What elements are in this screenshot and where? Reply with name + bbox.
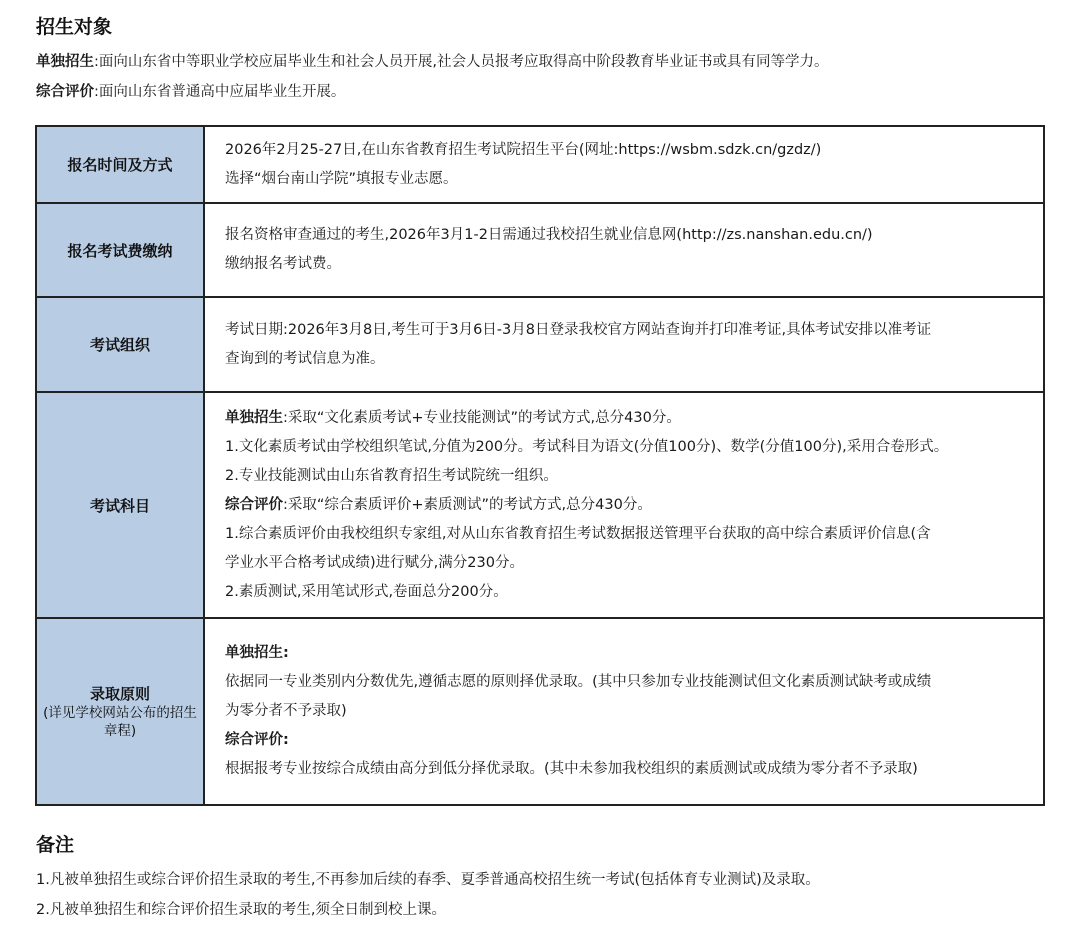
admission-single-line-a: 依据同一专业类别内分数优先,遵循志愿的原则择优录取。(其中只参加专业技能测试但文化素质测试缺考或成绩 (225, 674, 932, 690)
target-single-line (36, 52, 829, 72)
enrollment-table (35, 125, 1045, 806)
admission-single-label-line (225, 639, 1033, 668)
row-content-admission (204, 618, 1044, 805)
subjects-single-item-2: 2.专业技能测试由山东省教育招生考试院统一组织。 (225, 467, 558, 484)
organization-line-1: 考试日期:2026年3月8日,考生可于3月6日-3月8日登录我校官方网站查询并打印准考证,具体考试安排以准考证 (225, 321, 932, 338)
row-header-registration: 报名时间及方式 (36, 126, 204, 203)
notes-item-1: 1.凡被单独招生或综合评价招生录取的考生,不再参加后续的春季、夏季普通高校招生统一考试(包括体育专业测试)及录取。 (36, 872, 820, 888)
subjects-comp-line (225, 491, 1033, 520)
admission-single-line-b: 为零分者不予录取) (225, 703, 347, 719)
admission-header-note: (详见学校网站公布的招生章程) (43, 705, 197, 739)
registration-line-1: 2026年2月25-27日,在山东省教育招生考试院招生平台(网址:https://wsbm.sdzk.cn/gzdz/) (225, 141, 822, 158)
table-row-registration (36, 126, 1044, 203)
fee-line-2: 缴纳报名考试费。 (225, 256, 341, 272)
row-content-organization (204, 297, 1044, 392)
admission-comp-label: 综合评价: (225, 732, 289, 748)
table-row-fee (36, 203, 1044, 297)
subjects-comp-item-1b: 学业水平合格考试成绩)进行赋分,满分230分。 (225, 554, 524, 571)
subjects-single-label: 单独招生 (225, 409, 283, 426)
subjects-single-item-1: 1.文化素质考试由学校组织笔试,分值为200分。考试科目为语文(分值100分)、数学(分值100分),采用合卷形式。 (225, 438, 949, 455)
subjects-comp-label: 综合评价 (225, 496, 283, 513)
target-comprehensive-label: 综合评价 (36, 84, 94, 100)
admission-comp-line-a: 根据报考专业按综合成绩由高分到低分择优录取。(其中未参加我校组织的素质测试或成绩为零分者不予录取) (225, 761, 918, 777)
table-row-admission (36, 618, 1044, 805)
row-header-admission (36, 618, 204, 805)
target-comprehensive-text: :面向山东省普通高中应届毕业生开展。 (94, 84, 346, 100)
subjects-comp-item-1a: 1.综合素质评价由我校组织专家组,对从山东省教育招生考试数据报送管理平台获取的高中综合素质评价信息(含 (225, 525, 931, 542)
admission-comp-label-line (225, 726, 1033, 755)
subjects-comp-item-2: 2.素质测试,采用笔试形式,卷面总分200分。 (225, 583, 508, 600)
organization-line-2: 查询到的考试信息为准。 (225, 350, 385, 367)
subjects-single-text: :采取“文化素质考试+专业技能测试”的考试方式,总分430分。 (283, 409, 681, 426)
row-content-fee (204, 203, 1044, 297)
table-row-subjects (36, 392, 1044, 618)
notes-item-2: 2.凡被单独招生和综合评价招生录取的考生,须全日制到校上课。 (36, 902, 446, 918)
admission-single-label: 单独招生: (225, 645, 289, 661)
fee-line-1: 报名资格审查通过的考生,2026年3月1-2日需通过我校招生就业信息网(http://zs.nanshan.edu.cn/) (225, 227, 873, 243)
row-header-organization: 考试组织 (36, 297, 204, 392)
section-heading-notes: 备注 (36, 834, 75, 856)
table-row-organization (36, 297, 1044, 392)
row-header-subjects: 考试科目 (36, 392, 204, 618)
row-content-subjects (204, 392, 1044, 618)
registration-line-2: 选择“烟台南山学院”填报专业志愿。 (225, 170, 458, 187)
target-single-label: 单独招生 (36, 54, 94, 70)
target-comprehensive-line (36, 82, 345, 102)
subjects-comp-text: :采取“综合素质评价+素质测试”的考试方式,总分430分。 (283, 496, 652, 513)
admission-header-title: 录取原则 (89, 685, 150, 703)
row-content-registration (204, 126, 1044, 203)
target-single-text: :面向山东省中等职业学校应届毕业生和社会人员开展,社会人员报考应取得高中阶段教育毕业证书或具有同等学力。 (94, 54, 829, 70)
subjects-single-line (225, 404, 1033, 433)
section-heading-target: 招生对象 (36, 16, 113, 38)
row-header-fee: 报名考试费缴纳 (36, 203, 204, 297)
